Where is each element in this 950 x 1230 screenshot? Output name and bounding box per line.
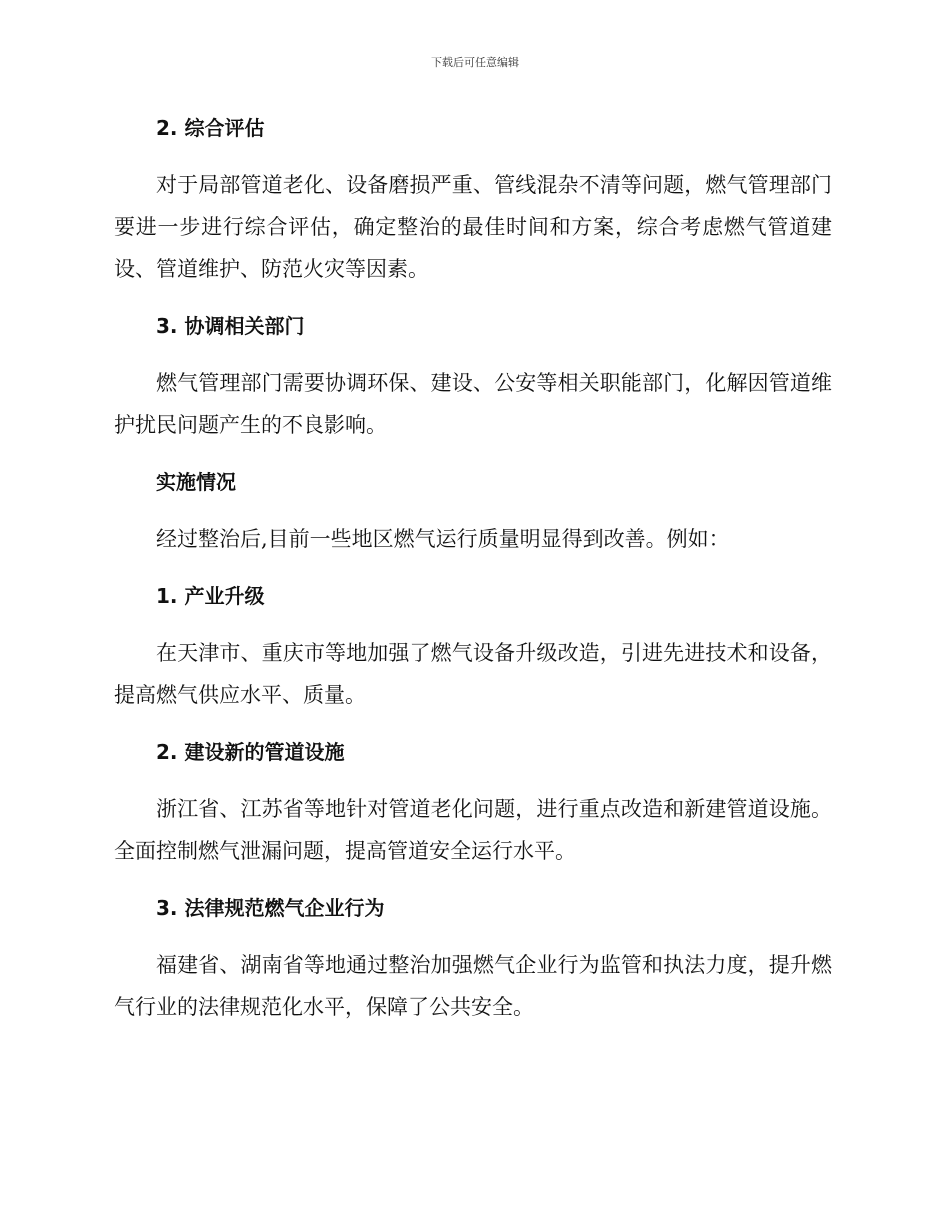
document-body [114,110,832,1046]
section-heading-coordinate-departments: 3. 协调相关部门 [156,314,305,338]
section-heading-legal-regulation: 3. 法律规范燃气企业行为 [156,896,385,920]
paragraph-implementation: 经过整治后,目前一些地区燃气运行质量明显得到改善。例如： [156,527,730,551]
paragraph-coordinate-departments: 燃气管理部门需要协调环保、建设、公安等相关职能部门，化解因管道维护扰民问题产生的不良影响。 [114,371,832,437]
page-header: 下载后可任意编辑 [431,56,519,69]
paragraph-industry-upgrade: 在天津市、重庆市等地加强了燃气设备升级改造，引进先进技术和设备，提高燃气供应水平、质量。 [114,641,832,707]
paragraph-legal-regulation: 福建省、湖南省等地通过整治加强燃气企业行为监管和执法力度，提升燃气行业的法律规范化水平，保障了公共安全。 [114,953,832,1019]
section-heading-industry-upgrade: 1. 产业升级 [156,584,265,608]
paragraph-comprehensive-assessment: 对于局部管道老化、设备磨损严重、管线混杂不清等问题，燃气管理部门要进一步进行综合评估，确定整治的最佳时间和方案，综合考虑燃气管道建设、管道维护、防范火灾等因素。 [114,173,832,281]
section-heading-comprehensive-assessment: 2. 综合评估 [156,116,265,140]
section-heading-implementation: 实施情况 [156,470,236,494]
paragraph-new-pipeline: 浙江省、江苏省等地针对管道老化问题，进行重点改造和新建管道设施。全面控制燃气泄漏问题，提高管道安全运行水平。 [114,797,832,863]
section-heading-new-pipeline: 2. 建设新的管道设施 [156,740,345,764]
